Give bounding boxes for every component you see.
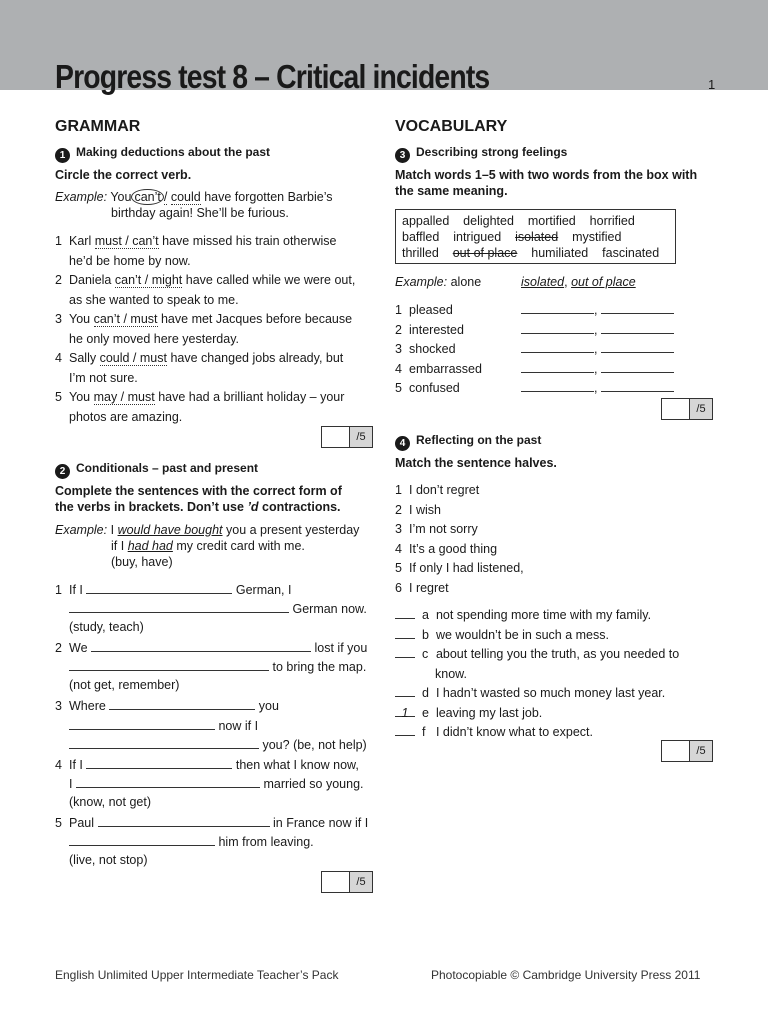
exercise-instruction: Circle the correct verb. (55, 168, 192, 182)
page-title: Progress test 8 – Critical incidents (55, 58, 490, 95)
score-box[interactable] (321, 426, 373, 448)
list-item: 1 pleased (395, 303, 453, 317)
list-item: 1 If I German, I (55, 583, 292, 597)
score-input[interactable] (322, 872, 350, 892)
circled-answer: can’t (131, 189, 163, 205)
exercise-title: Reflecting on the past (416, 433, 542, 447)
list-item: 1 I don’t regret (395, 483, 480, 497)
vocabulary-heading: VOCABULARY (395, 118, 508, 135)
exercise-3-blanks: , , , , , (521, 301, 674, 399)
exercise-3-heading (395, 145, 567, 163)
answer-blank[interactable] (69, 833, 215, 846)
score-total: /5 (350, 427, 372, 447)
list-item: d I hadn’t wasted so much money last year. (395, 684, 679, 704)
answer-blank[interactable] (601, 360, 674, 373)
answer-blank[interactable] (69, 600, 289, 613)
answer-blank[interactable] (109, 697, 255, 710)
list-item-line: you? (be, not help) (69, 736, 367, 752)
verb-options[interactable]: must / can’t (94, 234, 159, 248)
word-box-row: appalled delighted mortified horrified (402, 214, 635, 228)
score-box[interactable] (661, 398, 713, 420)
exercise-instruction: Match words 1–5 with two words from the box with (395, 168, 698, 182)
example-line-2: if I had had my credit card with me. (111, 539, 305, 553)
exercise-number-badge: 1 (55, 148, 70, 163)
word-box-content (402, 213, 659, 261)
answer-blank[interactable] (98, 814, 270, 827)
list-item-line: now if I (69, 717, 258, 733)
verbs-hint: (study, teach) (69, 620, 144, 634)
verb-options[interactable]: can’t / must (93, 312, 158, 326)
answer-blank[interactable] (395, 626, 415, 639)
word-box-row: baffled intrigued isolated mystified (402, 230, 622, 244)
score-box[interactable] (321, 871, 373, 893)
answer-blank[interactable] (601, 379, 674, 392)
footer-right: Photocopiable © Cambridge University Press 2011 (431, 968, 701, 982)
list-item: 1 Karl must / can’t have missed his train otherwise (55, 234, 337, 248)
verb-options[interactable]: may / must (93, 390, 155, 404)
exercise-instruction: Match the sentence halves. (395, 456, 557, 470)
score-total: /5 (350, 872, 372, 892)
verb-options[interactable]: can’t / might (114, 273, 183, 287)
list-item: 3 shocked (395, 342, 456, 356)
answer-blank[interactable] (395, 723, 415, 736)
list-item: 3 You can’t / must have met Jacques before because (55, 312, 353, 326)
list-item: 2 I wish (395, 502, 441, 517)
answer-blank[interactable] (69, 658, 269, 671)
answer-blank[interactable] (69, 736, 259, 749)
list-item: 5 You may / must have had a brilliant holiday – your (55, 390, 345, 404)
example-answer: had had (127, 539, 173, 553)
exercise-number-badge: 3 (395, 148, 410, 163)
list-item: 5 If only I had listened, (395, 561, 524, 575)
list-item: 1 e leaving my last job. (395, 704, 679, 724)
sentence-starts (395, 481, 524, 598)
answer-blank[interactable] (69, 717, 215, 730)
score-input[interactable] (322, 427, 350, 447)
exercise-3-words (395, 301, 482, 399)
list-item: 3 I’m not sorry (395, 522, 478, 536)
answer-blank[interactable] (395, 684, 415, 697)
grammar-heading: GRAMMAR (55, 118, 141, 135)
crossed-word: out of place (452, 246, 518, 260)
example-verbs: (buy, have) (111, 555, 173, 569)
list-item: 4 It’s a good thing (395, 541, 498, 556)
example-line: Example: You can’t / could have forgotten Barbie’s (55, 190, 333, 204)
list-item: b we wouldn’t be in such a mess. (395, 626, 679, 646)
exercise-title: Making deductions about the past (76, 145, 271, 159)
score-input[interactable] (662, 741, 690, 761)
sentence-endings: a not spending more time with my family. b we wouldn’t be in such a mess. c about telling you the truth, as you needed to know. d I hadn’t wasted so much money last year. 1 e leaving my last job. f I didn’t know what to expect. (395, 606, 679, 743)
list-item-line: to bring the map. (69, 658, 366, 674)
answer-blank[interactable] (91, 639, 311, 652)
answer-blank[interactable] (521, 301, 594, 314)
example-answer: out of place (571, 275, 636, 289)
example-answer: would have bought (117, 523, 223, 537)
verbs-hint: (know, not get) (69, 795, 151, 809)
answer-blank[interactable] (395, 606, 415, 619)
answer-blank[interactable] (521, 321, 594, 334)
exercise-2-heading (55, 461, 258, 479)
list-item: a not spending more time with my family. (395, 606, 679, 626)
example-answer: isolated (521, 275, 565, 289)
score-total: /5 (690, 399, 712, 419)
exercise-1-heading (55, 145, 270, 163)
answer-blank[interactable] (521, 340, 594, 353)
list-item: 3 Where you (55, 699, 279, 713)
list-item-line: him from leaving. (69, 833, 314, 849)
example-line: Example: alone (395, 275, 482, 289)
answer-blank[interactable] (395, 645, 415, 658)
exercise-instruction-2: the same meaning. (395, 184, 508, 198)
exercise-instruction: Complete the sentences with the correct form of (55, 484, 342, 498)
example-line-2: birthday again! She’ll be furious. (111, 206, 289, 220)
score-total: /5 (690, 741, 712, 761)
list-item: 2 interested (395, 322, 464, 337)
exercise-number-badge: 2 (55, 464, 70, 479)
verbs-hint: (not get, remember) (69, 678, 180, 692)
list-item: 6 I regret (395, 580, 449, 595)
exercise-title: Describing strong feelings (416, 145, 568, 159)
exercise-4-heading (395, 433, 541, 451)
answer-blank[interactable] (521, 379, 594, 392)
list-item: 2 Daniela can’t / might have called while we were out, (55, 273, 356, 287)
footer-left: English Unlimited Upper Intermediate Teacher’s Pack (55, 968, 339, 982)
answer-blank[interactable] (601, 321, 674, 334)
page-number: 1 (708, 77, 716, 92)
verbs-hint: (live, not stop) (69, 853, 148, 867)
list-item: 4 If I then what I know now, (55, 758, 359, 772)
example-line: Example: I would have bought you a present yesterday (55, 523, 360, 537)
score-input[interactable] (662, 399, 690, 419)
option-separator: / (163, 190, 168, 204)
answer-blank[interactable] (86, 581, 232, 594)
exercise-number-badge: 4 (395, 436, 410, 451)
answer-blank[interactable] (76, 775, 260, 788)
list-item: 4 Sally could / must have changed jobs already, but (55, 351, 344, 365)
list-item: 4 embarrassed (395, 361, 482, 376)
answer-blank[interactable] (601, 301, 674, 314)
list-item-line: German now. (69, 600, 367, 616)
list-item: f I didn’t know what to expect. (395, 723, 679, 743)
answer-blank[interactable] (86, 756, 232, 769)
example-answers: isolated, out of place (521, 275, 636, 289)
answer-blank[interactable]: 1 (395, 704, 415, 717)
word-box-row: thrilled out of place humiliated fascinated (402, 246, 660, 260)
exercise-title: Conditionals – past and present (76, 461, 259, 475)
exercise-instruction-2: the verbs in brackets. Don’t use ’d contractions. (55, 500, 341, 514)
crossed-word: isolated (515, 230, 559, 244)
list-item: 5 Paul in France now if I (55, 816, 369, 830)
exercise-1-items: 1 Karl must / can’t have missed his train otherwise he’d be home by now. 2 Daniela can’t / might have called while we were out, as she wanted to speak to me. 3 You can’t / must have met Jacques before because he only moved here yesterday. 4 Sally could / must have changed jobs already, but I’m not sure. 5 You may / must have had a brilliant holiday – your photos are amazing. (55, 234, 356, 424)
answer-blank[interactable] (601, 340, 674, 353)
list-item: 2 We lost if you (55, 641, 368, 655)
list-item: 5 confused (395, 381, 460, 395)
verb-options[interactable]: could / must (99, 351, 167, 365)
list-item: c about telling you the truth, as you needed to (395, 645, 679, 665)
answer-blank[interactable] (521, 360, 594, 373)
score-box[interactable] (661, 740, 713, 762)
list-item-line: I married so young. (69, 777, 364, 791)
